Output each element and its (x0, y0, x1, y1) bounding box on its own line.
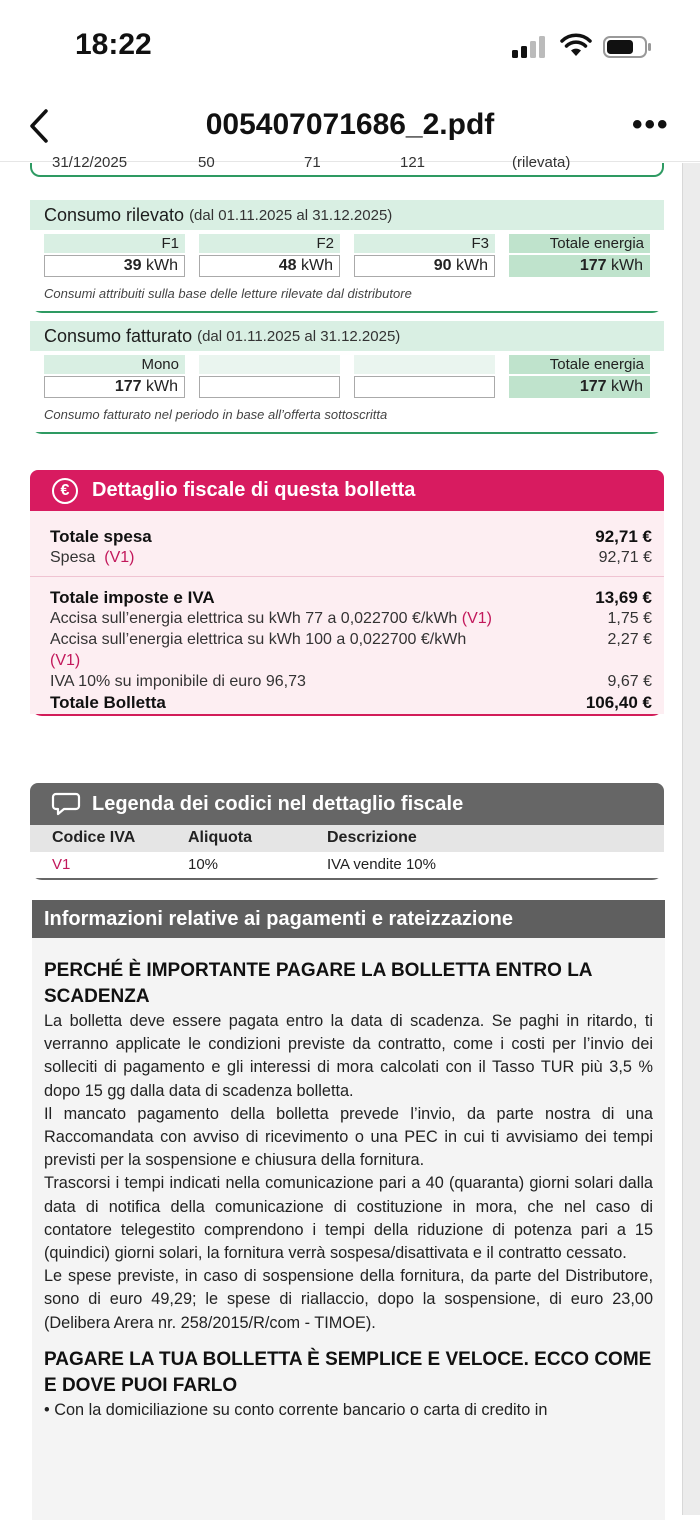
consumo-fatturato-header (30, 321, 664, 351)
accisa-value: 2,27 € (607, 631, 652, 648)
vat-legend-section (30, 783, 664, 880)
more-options-icon[interactable]: ••• (632, 108, 670, 141)
totale-imposte-value: 13,69 € (595, 588, 652, 607)
consumo-fatturato-note: Consumo fatturato nel periodo in base all’offerta sottoscritta (44, 407, 388, 422)
totale-imposte-row (50, 587, 652, 608)
cellular-signal-icon (512, 36, 548, 58)
f1-label: F1 (44, 234, 185, 253)
consumo-rilevato-note: Consumi attribuiti sulla base delle letture rilevate dal distributore (44, 286, 412, 301)
totale-energia-label: Totale energia (509, 234, 650, 253)
consumo-fatturato-box (30, 321, 664, 434)
payment-info-section (32, 900, 665, 1520)
spesa-value: 92,71 € (598, 549, 652, 566)
f1-cell (44, 234, 185, 277)
iva-row (50, 671, 652, 692)
wifi-icon (560, 34, 592, 58)
meter-readings-row-cut (30, 154, 664, 177)
payment-heading: PERCHÉ È IMPORTANTE PAGARE LA BOLLETTA ENTRO LA SCADENZA (44, 960, 592, 1007)
fiscal-detail-section (30, 470, 664, 716)
payment-paragraph: Trascorsi i tempi indicati nella comunicazione pari a 40 (quaranta) giorni solari dalla data di notifica della comunicazione di costituzione in mora, che nel caso di contatore telegestito comprendono i tempi della riduzione di potenza pari a 15 (quindici) giorni solari, la fornitura verrà sospesa/disattivata e il contratto cessato. (44, 1174, 653, 1263)
euro-icon: € (52, 478, 78, 504)
nav-bar (0, 90, 700, 162)
row-codice: V1 (52, 856, 71, 873)
totale-energia-value: 177 kWh (509, 255, 650, 277)
f2-cell (199, 234, 340, 277)
totale-spesa-row (50, 526, 652, 547)
accisa-label: Accisa sull’energia elettrica su kWh 77 a 0,022700 €/kWh (50, 610, 458, 627)
f2-value: 48 kWh (199, 255, 340, 277)
payment-heading: PAGARE LA TUA BOLLETTA È SEMPLICE E VELOCE. ECCO COME E DOVE PUOI FARLO (44, 1348, 652, 1396)
consumo-rilevato-period: (dal 01.11.2025 al 31.12.2025) (189, 206, 393, 224)
mono-value: 177 kWh (44, 376, 185, 398)
vat-code: (V1) (104, 549, 135, 566)
iva-label: IVA 10% su imponibile di euro 96,73 (50, 673, 306, 690)
consumo-rilevato-title: Consumo rilevato (44, 204, 185, 225)
vat-legend-title: Legenda dei codici nel dettaglio fiscale (92, 792, 464, 815)
status-bar (0, 0, 700, 90)
vat-code: (V1) (50, 652, 81, 669)
spesa-row (50, 547, 652, 568)
payment-info-title: Informazioni relative ai pagamenti e rateizzazione (32, 900, 665, 938)
accisa-value: 1,75 € (607, 610, 652, 627)
totale-energia-value: 177 kWh (509, 376, 650, 398)
spesa-label: Spesa (50, 549, 96, 566)
totale-spesa-value: 92,71 € (595, 527, 652, 546)
consumo-rilevato-header (30, 200, 664, 230)
consumo-fatturato-period: (dal 01.11.2025 al 31.12.2025) (197, 327, 401, 345)
payment-paragraph: Le spese previste, in caso di sospensione della fornitura, da parte del Distributore, sono di euro 49,29; le spese di riallaccio, dopo la sospensione, di euro 23,00 (Delibera Arera nr. 258/2015/R/com - TIMOE). (44, 1267, 653, 1332)
mono-cell (44, 355, 185, 398)
col-codice-iva: Codice IVA (52, 829, 136, 846)
col-descrizione: Descrizione (327, 829, 417, 846)
reading-value: 71 (304, 154, 321, 171)
fiscal-detail-header (30, 470, 664, 511)
col-aliquota: Aliquota (188, 829, 252, 846)
empty-cell (199, 355, 340, 398)
consumo-fatturato-title: Consumo fatturato (44, 325, 193, 346)
empty-cell (354, 355, 495, 398)
accisa-label: Accisa sull’energia elettrica su kWh 100 a 0,022700 €/kWh (50, 631, 467, 648)
reading-value: 121 (400, 154, 426, 171)
f3-value: 90 kWh (354, 255, 495, 277)
document-title: 005407071686_2.pdf (205, 108, 495, 141)
next-page-edge (682, 163, 700, 1515)
totale-imposte-label: Totale imposte e IVA (50, 588, 215, 607)
reading-value: 50 (198, 154, 215, 171)
pdf-viewer[interactable] (0, 154, 700, 1515)
status-time: 18:22 (75, 28, 152, 61)
vat-code: (V1) (461, 610, 493, 627)
f3-label: F3 (354, 234, 495, 253)
totale-bolletta-value: 106,40 € (585, 693, 652, 712)
battery-icon (603, 36, 653, 58)
consumo-rilevato-box (30, 200, 664, 313)
f2-label: F2 (199, 234, 340, 253)
reading-date: 31/12/2025 (52, 154, 128, 171)
fiscal-detail-title: Dettaglio fiscale di questa bolletta (92, 479, 416, 501)
vat-legend-columns (30, 825, 664, 852)
table-row (30, 852, 664, 878)
accisa-row (50, 629, 652, 671)
totale-spesa-label: Totale spesa (50, 527, 152, 546)
vat-legend-header (30, 783, 664, 825)
totale-energia-cell (509, 355, 650, 398)
pdf-page (0, 154, 682, 1515)
payment-paragraph: La bolletta deve essere pagata entro la data di scadenza. Se paghi in ritardo, ti verranno applicate le condizioni previste da contratto, come i costi per l’invio dei solleciti di pagamento e gli interessi di mora calcolati con il Tasso TUR più 3,5 % dopo 15 gg dalla data di scadenza bolletta. (44, 1012, 653, 1100)
iva-value: 9,67 € (607, 673, 652, 690)
totale-bolletta-label: Totale Bolletta (50, 693, 166, 712)
totale-energia-label: Totale energia (509, 355, 650, 374)
mono-label: Mono (44, 355, 185, 374)
row-aliquota: 10% (188, 856, 219, 873)
totale-bolletta-row (50, 692, 652, 714)
totale-energia-cell (509, 234, 650, 277)
f1-value: 39 kWh (44, 255, 185, 277)
reading-note: (rilevata) (512, 154, 571, 171)
speech-bubble-icon (52, 792, 80, 816)
payment-paragraph: Il mancato pagamento della bolletta prevede l’invio, da parte nostra di una Raccomandata con avviso di ricevimento o una PEC in cui ti avvisiamo dei tempi previsti per la sospensione e chiusura della fornitura. (44, 1104, 653, 1170)
payment-paragraph: • Con la domiciliazione su conto corrente bancario o carta di credito in (44, 1400, 548, 1419)
row-descrizione: IVA vendite 10% (327, 856, 436, 873)
accisa-row (50, 608, 652, 629)
f3-cell (354, 234, 495, 277)
